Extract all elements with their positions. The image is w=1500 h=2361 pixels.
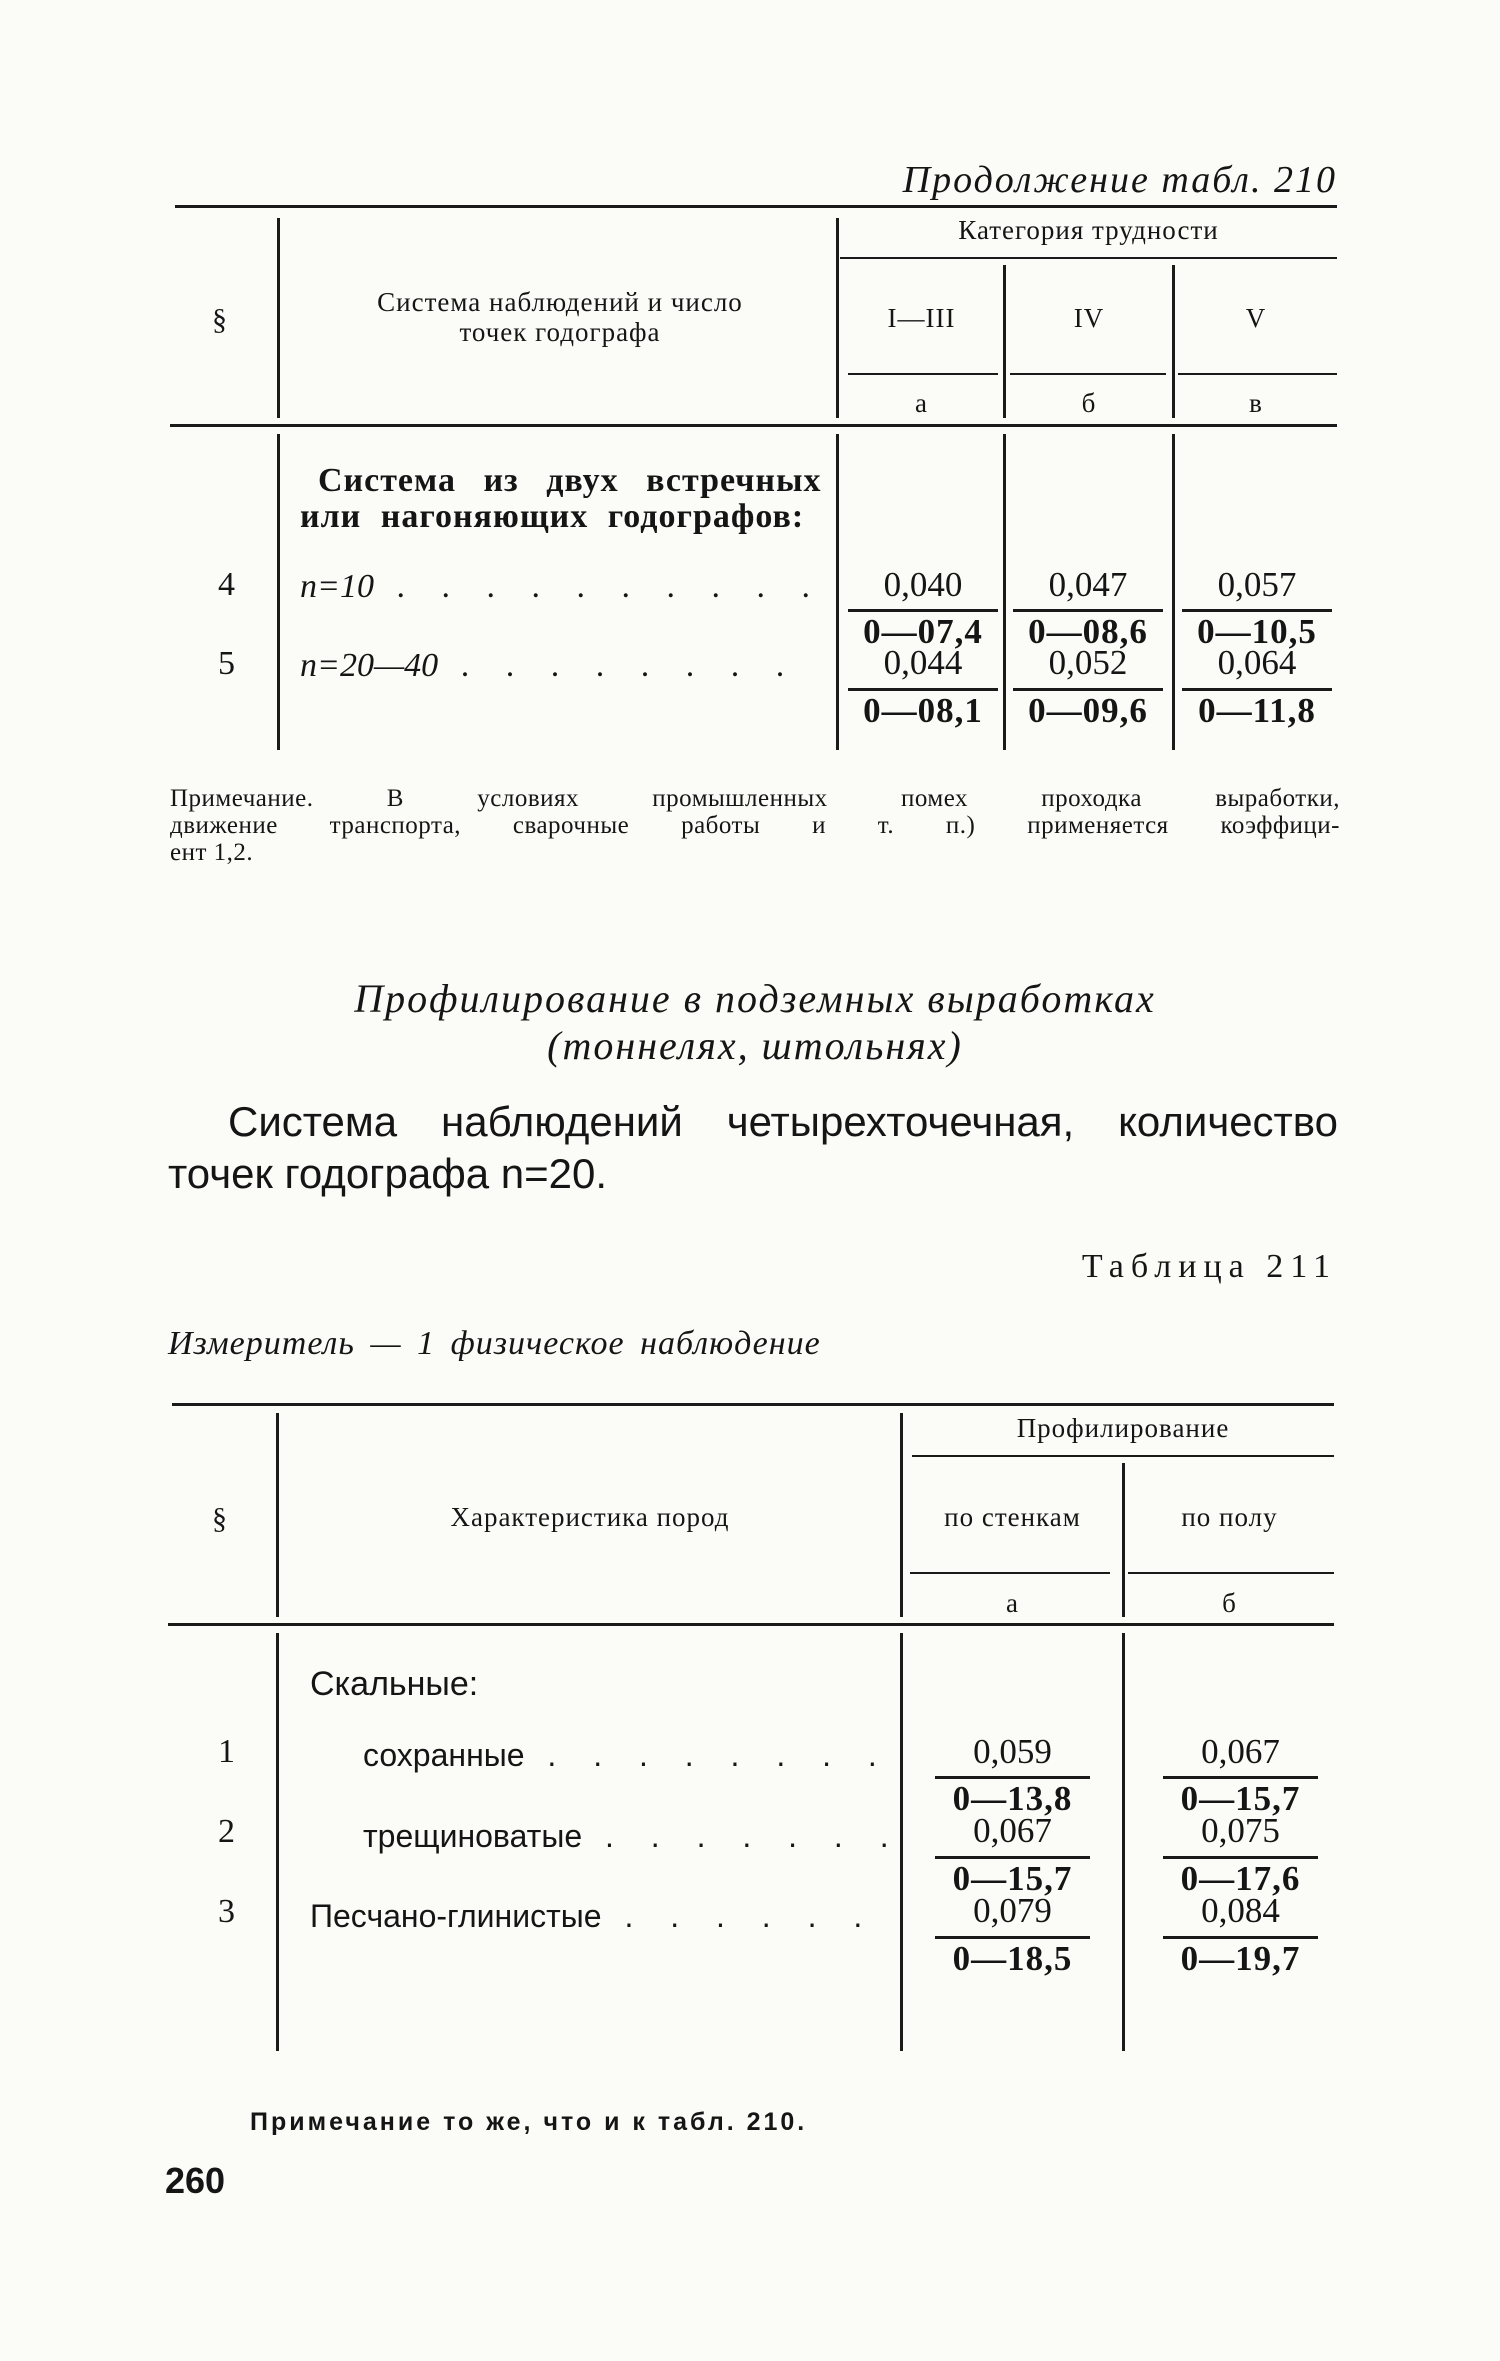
page-number: 260: [165, 2160, 226, 2201]
table-210-top-rule: [175, 205, 1337, 208]
fraction-denominator: 0—10,5: [1197, 612, 1317, 651]
fraction-numerator: 0,052: [1048, 643, 1128, 682]
row-label-text: сохранные: [363, 1737, 525, 1773]
fraction-denominator: 0—08,1: [863, 691, 983, 730]
fraction-denominator: 0—09,6: [1028, 691, 1148, 730]
table-210-col-letter-c: в: [1249, 388, 1263, 418]
table-210-col-rule-1-body: [277, 434, 280, 750]
row-label-text: n=10: [300, 568, 374, 605]
table-211-col-name-a: по стенкам: [944, 1502, 1081, 1532]
row-label: [300, 568, 824, 606]
row-number: 5: [218, 645, 235, 682]
table-211-label: Таблица 211: [1081, 1248, 1337, 1285]
fraction-denominator: 0—15,7: [952, 1859, 1073, 1898]
fraction-numerator: 0,047: [1048, 565, 1128, 604]
row-number: 1: [218, 1733, 235, 1770]
table-211-char-header: Характеристика пород: [450, 1502, 730, 1532]
section-title-line-2: (тоннелях, штольнях): [547, 1023, 963, 1068]
leader-dots: . . . . . . . . . .: [373, 568, 824, 605]
row-label: [310, 1898, 876, 1935]
leader-dots: . . . . . . .: [582, 1818, 903, 1854]
table-210-note-line-2: движение транспорта, сварочные работы и т. п.) применяется коэффици-: [170, 812, 1340, 839]
table-211-subheader-rule-a: [910, 1572, 1110, 1574]
table-210-category-rule: [840, 257, 1337, 259]
table-210-col-rule-2-body: [836, 434, 839, 750]
leader-dots: . . . . . .: [601, 1898, 877, 1934]
table-210-subheader-rule-c: [1178, 373, 1337, 375]
table-211-col-letter-a: а: [1006, 1588, 1019, 1618]
fraction-denominator: 0—15,7: [1180, 1779, 1301, 1818]
table-211-subheader-rule-b: [1128, 1572, 1334, 1574]
table-210-col-rule-1: [277, 218, 280, 418]
fraction-denominator: 0—13,8: [952, 1779, 1073, 1818]
row-number: 3: [218, 1893, 235, 1930]
fraction-denominator: 0—17,6: [1180, 1859, 1301, 1898]
row-label: [300, 647, 798, 685]
leader-dots: . . . . . . . .: [524, 1737, 891, 1773]
fraction-numerator: 0,075: [1201, 1811, 1280, 1850]
fraction-denominator: 0—11,8: [1198, 691, 1316, 730]
table-211-col-letter-b: б: [1222, 1588, 1237, 1618]
row-label-text: трещиноватые: [363, 1818, 583, 1854]
table-210-header-rule: [170, 424, 1337, 427]
section-text-line-2: точек годографа n=20.: [168, 1150, 608, 1197]
table-210-group-title-line1: Система из двух встречных: [318, 462, 822, 499]
row-label: [363, 1737, 891, 1774]
table-211-col-rule-1-body: [276, 1633, 279, 2051]
table-211-meter: Измеритель — 1 физическое наблюдение: [168, 1325, 821, 1362]
row-number: 4: [218, 566, 235, 603]
table-210-note-line-3: ент 1,2.: [170, 839, 254, 866]
table-211-header-rule: [168, 1623, 1334, 1626]
row-label-text: Песчано-глинистые: [310, 1898, 602, 1934]
fraction-numerator: 0,067: [973, 1811, 1052, 1850]
fraction-numerator: 0,084: [1201, 1891, 1280, 1930]
table-210-section-header: §: [212, 303, 228, 336]
table-211-col-rule-1: [276, 1413, 279, 1617]
table-210-category-header: Категория трудности: [958, 215, 1219, 245]
fraction-numerator: 0,059: [973, 1732, 1052, 1771]
fraction-denominator: 0—07,4: [863, 612, 983, 651]
table-211-note: Примечание то же, что и к табл. 210.: [250, 2108, 808, 2136]
section-text-line-1: Система наблюдений четырехточечная, количество: [228, 1098, 1338, 1145]
fraction-numerator: 0,040: [883, 565, 963, 604]
table-211-group-title: Скальные:: [310, 1665, 479, 1703]
table-211-section-header: §: [212, 1502, 228, 1535]
table-210-col-name-a: I—III: [887, 303, 956, 333]
table-210-col-letter-b: б: [1081, 388, 1097, 418]
table-210-group-title-line2: или нагоняющих годографов:: [300, 498, 805, 535]
table-211-col-name-b: по полу: [1181, 1502, 1278, 1532]
table-211-group-header: Профилирование: [1016, 1413, 1230, 1443]
table-210-col-name-c: V: [1245, 303, 1267, 333]
table-211-top-rule: [172, 1403, 1334, 1406]
section-title-line-1: Профилирование в подземных выработках: [354, 976, 1156, 1021]
table-210-col-letter-a: а: [915, 388, 928, 418]
fraction-numerator: 0,044: [883, 643, 963, 682]
table-210-col-rule-3-body: [1003, 434, 1006, 750]
fraction-denominator: 0—08,6: [1028, 612, 1148, 651]
row-label-text: n=20—40: [300, 647, 439, 684]
fraction-denominator: 0—19,7: [1180, 1939, 1301, 1978]
row-number: 2: [218, 1813, 235, 1850]
fraction-numerator: 0,067: [1201, 1732, 1280, 1771]
row-label: [363, 1818, 903, 1855]
fraction-numerator: 0,064: [1217, 643, 1297, 682]
fraction-numerator: 0,057: [1217, 565, 1297, 604]
table-210-col-rule-2: [836, 218, 839, 418]
table-210-continuation-caption: Продолжение табл. 210: [902, 159, 1337, 201]
table-210-subheader-rule-a: [848, 373, 998, 375]
table-210-col-rule-4-body: [1172, 434, 1175, 750]
table-210-subheader-rule-b: [1010, 373, 1166, 375]
table-210-note-line-1: Примечание. В условиях промышленных помех проходка выработки,: [170, 785, 1340, 812]
fraction-denominator: 0—18,5: [952, 1939, 1073, 1978]
fraction-numerator: 0,079: [973, 1891, 1052, 1930]
table-210-col-name-b: IV: [1073, 303, 1105, 333]
table-210-system-header: Система наблюдений и число точек годографа: [377, 287, 743, 347]
leader-dots: . . . . . . . .: [438, 647, 799, 684]
table-211-group-rule: [912, 1455, 1334, 1457]
table-211-col-rule-3-body: [1122, 1633, 1125, 2051]
